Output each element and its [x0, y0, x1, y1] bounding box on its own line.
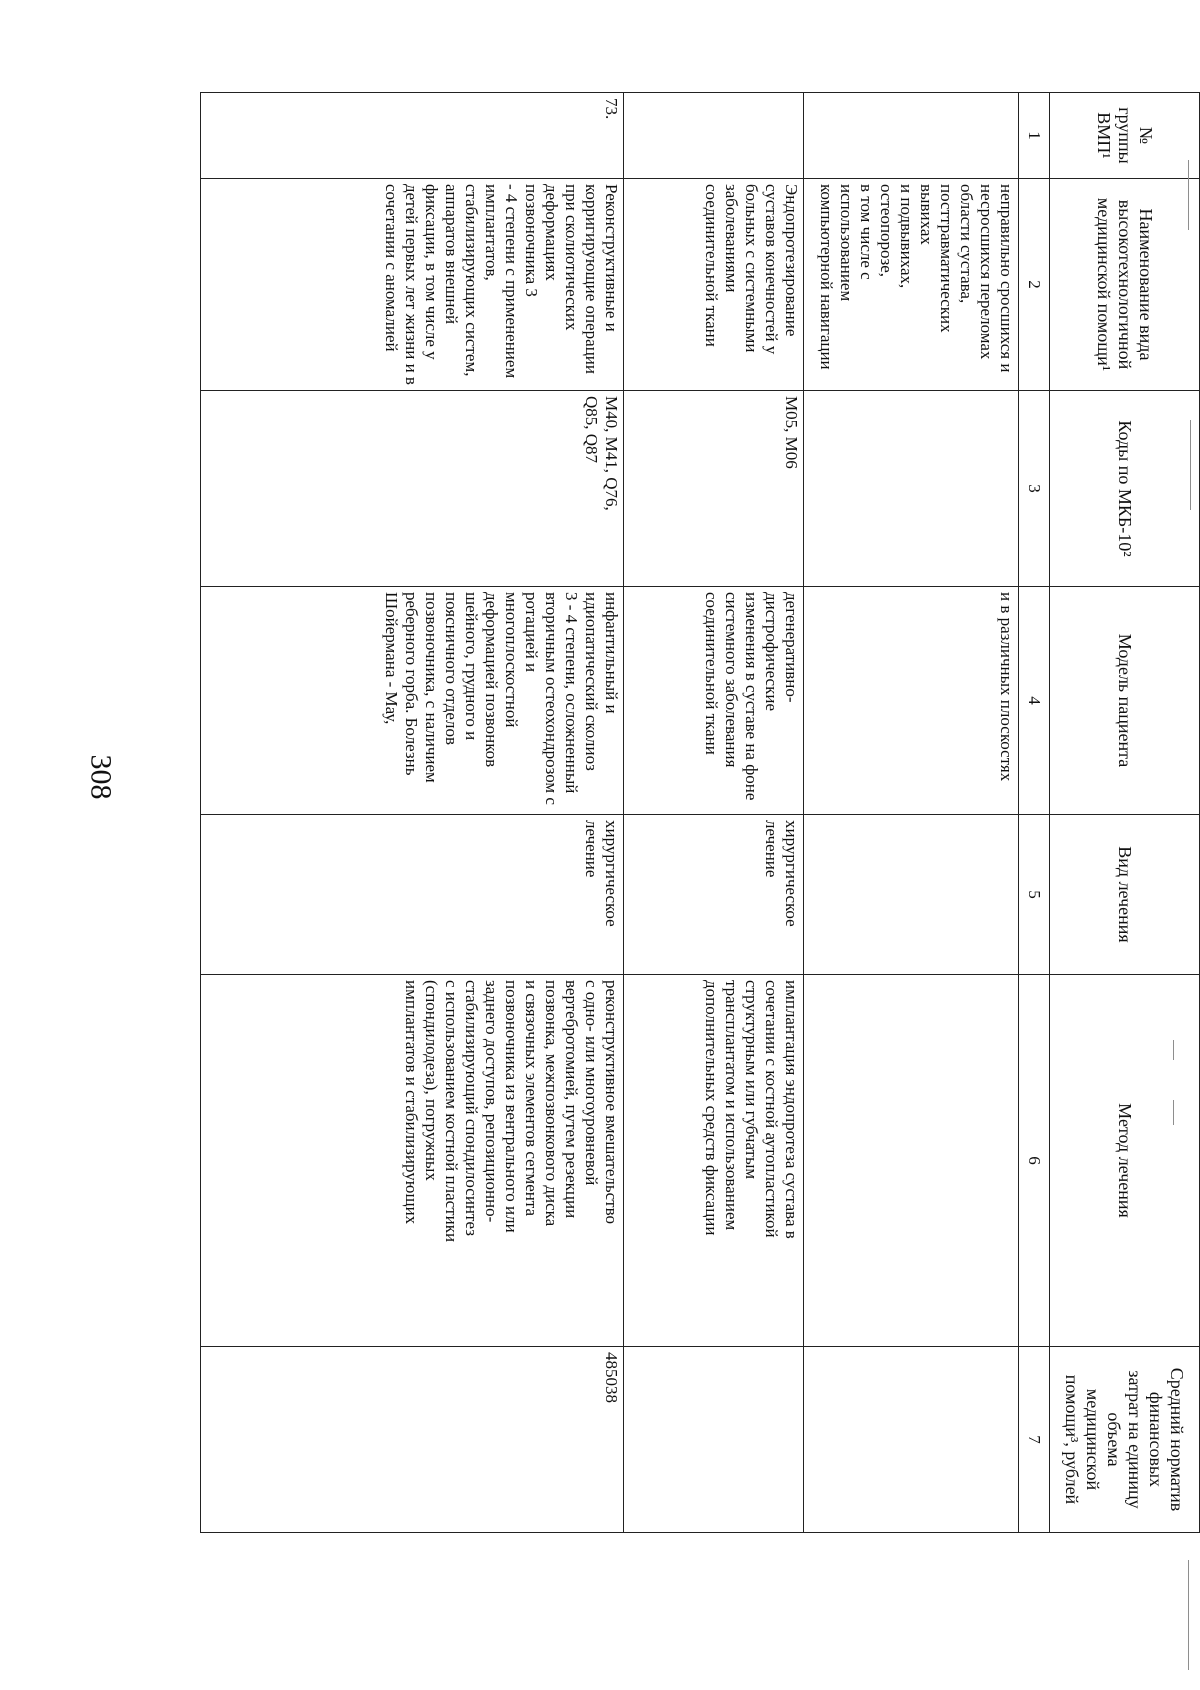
table-row: [804, 93, 1019, 1533]
column-number: 4: [1019, 587, 1050, 815]
cell-treatment-type: хирургическое лечение: [201, 815, 624, 975]
scan-edge-mark: [1173, 1040, 1174, 1060]
cell-cost: 485038: [201, 1347, 624, 1533]
cell-model: дегенеративно-дистрофические изменения в суставе на фоне системного заболевания соединительной ткани: [624, 587, 804, 815]
column-number: 7: [1019, 1347, 1050, 1533]
cell-treatment-type: хирургическое лечение: [624, 815, 804, 975]
scan-edge-mark: [1188, 1560, 1189, 1670]
table-row: [201, 93, 624, 1533]
cell-group: 73.: [201, 93, 624, 179]
header-treatment-method: Метод лечения: [1050, 975, 1200, 1347]
header-group-number: № группы ВМП¹: [1050, 93, 1200, 179]
page-number: 308: [84, 754, 118, 800]
medical-care-table: [200, 92, 1200, 1533]
cell-name: неправильно сросшихся и несросшихся переломах области сустава, посттравматических вывихах и подвывихах, остеопорозе, в том числе с использованием компьютерной навигации: [804, 179, 1019, 391]
cell-group: [624, 93, 804, 179]
header-icd-codes: Коды по МКБ-10²: [1050, 391, 1200, 587]
cell-method: реконструктивное вмешательство с одно- или многоуровневой вертебротомией, путем резекции позвонка, межпозвонкового диска и связочных элементов сегмента позвоночника из вентрального или заднего доступов, репозиционно- стабилизирующий спондилосинтез с использованием костной пластики (спондилодеза), погружных имплантатов и стабилизирующих: [201, 975, 624, 1347]
cell-cost: [624, 1347, 804, 1533]
cell-name: Эндопротезирование суставов конечностей у больных с системными заболеваниями соединительной ткани: [624, 179, 804, 391]
scan-edge-mark: [1173, 1100, 1174, 1125]
column-number: 2: [1019, 179, 1050, 391]
table-row: [624, 93, 804, 1533]
rotated-table-sheet: [200, 92, 1200, 1532]
cell-method: [804, 975, 1019, 1347]
cell-name: Реконструктивные и корригирующие операции при сколиотических деформациях позвоночника 3 - 4 степени с применением имплантатов, стабилизирующих систем, аппаратов внешней фиксации, в том числе у детей первых лет жизни и в сочетании с аномалией: [201, 179, 624, 391]
column-number: 1: [1019, 93, 1050, 179]
header-treatment-type: Вид лечения: [1050, 815, 1200, 975]
cell-model: и в различных плоскостях: [804, 587, 1019, 815]
cell-codes: M40, M41, Q76, Q85, Q87: [201, 391, 624, 587]
column-number: 6: [1019, 975, 1050, 1347]
column-number: 3: [1019, 391, 1050, 587]
cell-method: имплантация эндопротеза сустава в сочетании с костной аутопластикой структурным или губчатым трансплантатом и использованием дополнительных средств фиксации: [624, 975, 804, 1347]
column-number: 5: [1019, 815, 1050, 975]
header-patient-model: Модель пациента: [1050, 587, 1200, 815]
table-header-row: [1050, 93, 1200, 1533]
header-cost-norm: Средний норматив финансовых затрат на единицу объема медицинской помощи³, рублей: [1050, 1347, 1200, 1533]
column-number-row: [1019, 93, 1050, 1533]
cell-codes: M05, M06: [624, 391, 804, 587]
header-care-name: Наименование вида высокотехнологичной медицинской помощи¹: [1050, 179, 1200, 391]
cell-cost: [804, 1347, 1019, 1533]
cell-group: [804, 93, 1019, 179]
cell-treatment-type: [804, 815, 1019, 975]
scan-edge-mark: [1190, 420, 1191, 510]
cell-codes: [804, 391, 1019, 587]
scan-edge-mark: [1188, 160, 1189, 230]
cell-model: инфантильный и идиопатический сколиоз 3 - 4 степени, осложненный вторичным остеохондрозом с ротацией и многоплоскостной деформацией позвонков шейного, грудного и поясничного отделов позвоночника, с наличием реберного горба. Болезнь Шойермана - Мау,: [201, 587, 624, 815]
